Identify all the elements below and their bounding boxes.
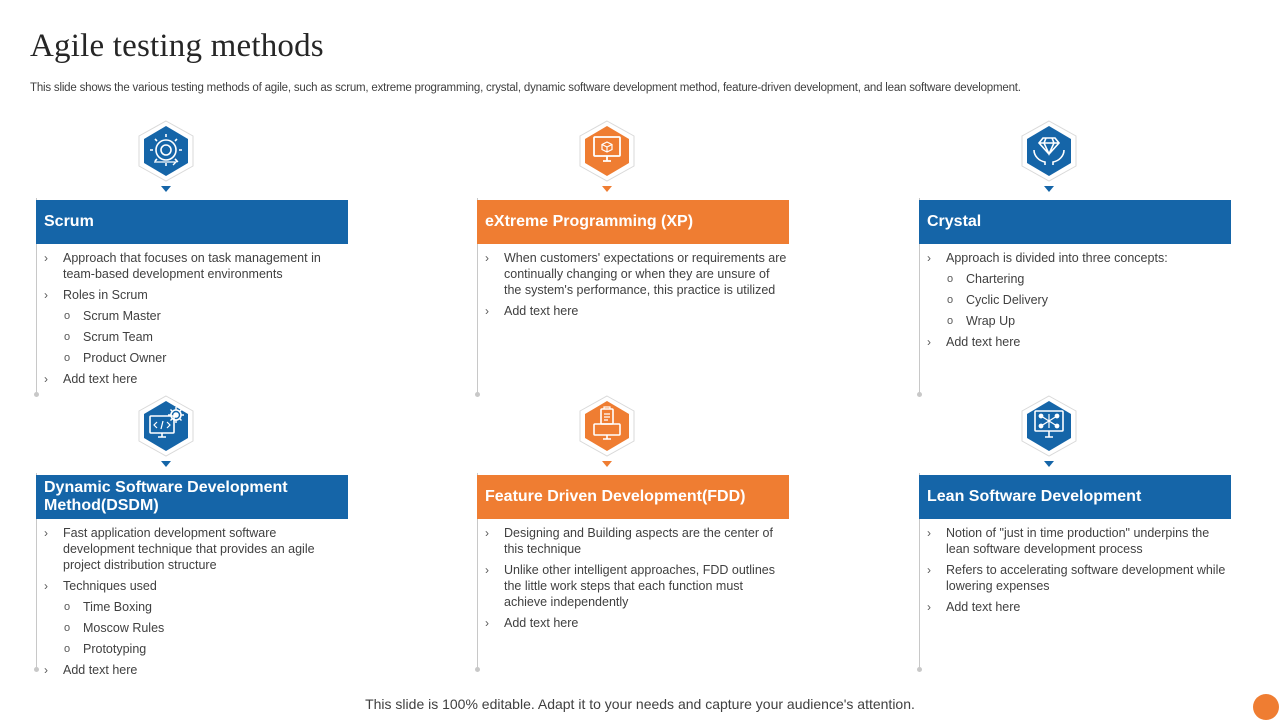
bullet-point: [36, 287, 346, 303]
bullet-text: Add text here: [63, 372, 138, 386]
bullet-point: [919, 525, 1229, 557]
chevron-right-icon: ›: [44, 663, 48, 677]
bullet-text: Designing and Building aspects are the center of this technique: [504, 526, 773, 556]
circle-bullet-icon: o: [64, 601, 71, 613]
bullet-text: Notion of "just in time production" underpins the lean software development process: [946, 526, 1210, 556]
method-points: [919, 525, 1229, 620]
sub-bullet-text: Cyclic Delivery: [966, 293, 1048, 307]
sub-bullet-text: Product Owner: [83, 351, 167, 365]
circle-bullet-icon: o: [64, 331, 71, 343]
sub-bullet-text: Chartering: [966, 272, 1025, 286]
bullet-point: [919, 250, 1229, 266]
method-heading: Dynamic Software Development Method(DSDM): [36, 475, 348, 519]
method-points: [36, 525, 346, 683]
bullet-point: [36, 662, 346, 678]
connector-dot: [475, 667, 480, 672]
bullet-text: Add text here: [504, 304, 579, 318]
corner-dot: [1253, 694, 1279, 720]
sub-bullet: [919, 271, 1229, 287]
bullet-point: [919, 562, 1229, 594]
chevron-right-icon: ›: [927, 251, 931, 265]
bullet-point: [477, 525, 787, 557]
bullet-text: Add text here: [504, 616, 579, 630]
circle-bullet-icon: o: [947, 315, 954, 327]
bullet-text: Approach is divided into three concepts:: [946, 251, 1168, 265]
bullet-text: Add text here: [63, 663, 138, 677]
chevron-right-icon: ›: [927, 563, 931, 577]
sub-bullet: [36, 308, 346, 324]
page-title: Agile testing methods: [30, 28, 324, 64]
method-points: [477, 250, 787, 324]
circle-bullet-icon: o: [64, 622, 71, 634]
circle-bullet-icon: o: [947, 273, 954, 285]
bullet-point: [919, 334, 1229, 350]
chevron-right-icon: ›: [485, 563, 489, 577]
network-monitor-icon: [1019, 395, 1079, 467]
chevron-right-icon: ›: [927, 526, 931, 540]
sub-bullet: [36, 620, 346, 636]
sub-bullet-text: Time Boxing: [83, 600, 153, 614]
connector-dot: [34, 392, 39, 397]
chevron-right-icon: ›: [485, 616, 489, 630]
bullet-text: Fast application development software development technique that provides an agile project distribution structure: [63, 526, 315, 572]
bullet-point: [36, 578, 346, 594]
bullet-text: Add text here: [946, 335, 1021, 349]
footer-note: This slide is 100% editable. Adapt it to your needs and capture your audience's attention.: [365, 696, 915, 712]
bullet-text: Add text here: [946, 600, 1021, 614]
bullet-text: Roles in Scrum: [63, 288, 148, 302]
sub-bullet: [36, 641, 346, 657]
connector-dot: [917, 667, 922, 672]
chevron-right-icon: ›: [485, 526, 489, 540]
method-points: [919, 250, 1229, 355]
sub-bullet: [36, 329, 346, 345]
page-subtitle: This slide shows the various testing methods of agile, such as scrum, extreme programming, crystal, dynamic software development method, feature-driven development, and lean software development.: [30, 82, 1021, 94]
bullet-text: Techniques used: [63, 579, 157, 593]
chevron-right-icon: ›: [44, 526, 48, 540]
bullet-point: [477, 250, 787, 298]
chevron-right-icon: ›: [485, 304, 489, 318]
method-heading: Scrum: [36, 200, 348, 244]
code-monitor-gear-icon: [136, 395, 196, 467]
circle-bullet-icon: o: [64, 643, 71, 655]
method-points: [477, 525, 787, 636]
sub-bullet-text: Moscow Rules: [83, 621, 165, 635]
monitor-cube-icon: [577, 120, 637, 192]
method-heading: Feature Driven Development(FDD): [477, 475, 789, 519]
method-heading: Crystal: [919, 200, 1231, 244]
sub-bullet-text: Scrum Master: [83, 309, 161, 323]
chevron-right-icon: ›: [44, 579, 48, 593]
bullet-point: [36, 371, 346, 387]
bullet-text: Unlike other intelligent approaches, FDD outlines the little work steps that each function must achieve independently: [504, 563, 775, 609]
chevron-right-icon: ›: [927, 335, 931, 349]
sub-bullet-text: Scrum Team: [83, 330, 153, 344]
bullet-point: [477, 303, 787, 319]
connector-dot: [475, 392, 480, 397]
gear-brain-icon: [136, 120, 196, 192]
sub-bullet: [36, 599, 346, 615]
bullet-text: When customers' expectations or requirements are continually changing or when they are unsure of the system's performance, this practice is utilized: [504, 251, 787, 297]
chevron-right-icon: ›: [44, 251, 48, 265]
bullet-point: [477, 615, 787, 631]
chevron-right-icon: ›: [485, 251, 489, 265]
sub-bullet-text: Wrap Up: [966, 314, 1016, 328]
method-heading: eXtreme Programming (XP): [477, 200, 789, 244]
chevron-right-icon: ›: [927, 600, 931, 614]
method-points: [36, 250, 346, 392]
bullet-point: [477, 562, 787, 610]
circle-bullet-icon: o: [64, 310, 71, 322]
bullet-point: [919, 599, 1229, 615]
chevron-right-icon: ›: [44, 288, 48, 302]
diamond-hands-icon: [1019, 120, 1079, 192]
sub-bullet: [919, 292, 1229, 308]
bullet-point: [36, 250, 346, 282]
sub-bullet-text: Prototyping: [83, 642, 147, 656]
sub-bullet: [919, 313, 1229, 329]
bullet-text: Refers to accelerating software development while lowering expenses: [946, 563, 1226, 593]
connector-dot: [917, 392, 922, 397]
chevron-right-icon: ›: [44, 372, 48, 386]
method-heading: Lean Software Development: [919, 475, 1231, 519]
sub-bullet: [36, 350, 346, 366]
circle-bullet-icon: o: [64, 352, 71, 364]
circle-bullet-icon: o: [947, 294, 954, 306]
clipboard-monitor-icon: [577, 395, 637, 467]
bullet-point: [36, 525, 346, 573]
bullet-text: Approach that focuses on task management in team-based development environments: [63, 251, 321, 281]
